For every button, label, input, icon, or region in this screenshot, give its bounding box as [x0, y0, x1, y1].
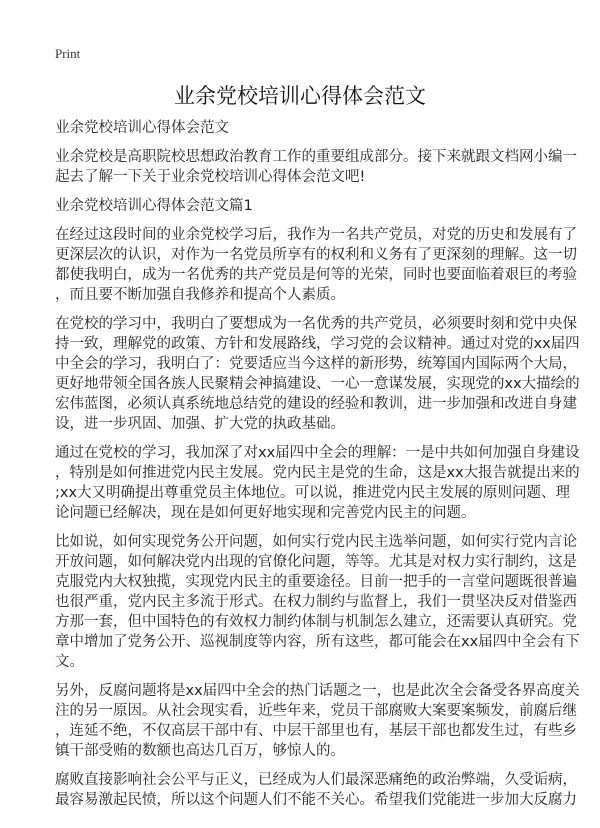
text-line: 在党校的学习中，我明白了要想成为一名优秀的共产党员，必须要时刻和党中央保 — [55, 316, 577, 332]
print-link[interactable]: Print — [55, 46, 81, 61]
text-line: 中全会的学习，我明白了：党要适应当今这样的新形势，统筹国内国际两个大局， — [55, 356, 577, 372]
paragraph — [55, 225, 577, 305]
paragraph — [55, 443, 580, 523]
text-line: 设，进一步巩固、加强、扩大党的执政基础。 — [55, 416, 345, 432]
text-line: 另外，反腐问题将是xx届四中全会的热门话题之一，也是此次全会备受各界高度关 — [55, 683, 580, 699]
text-line: 业余党校培训心得体会范文 — [55, 120, 229, 136]
text-line: 更深层次的认识，对作为一名党员所享有的权利和义务有了更深刻的理解。这一切 — [55, 247, 577, 263]
text-line: 文。 — [55, 654, 84, 670]
text-line: 章中增加了党务公开、巡视制度等内容，所有这些，都可能会在xx届四中全会有下 — [55, 634, 580, 650]
document-body — [55, 118, 580, 819]
text-line: ，连延不绝，不仅高层干部中有、中层干部里也有，基层干部也都发生过，有些乡 — [55, 723, 577, 739]
paragraph — [55, 770, 577, 810]
text-line: 持一致，理解党的政策、方针和发展路线，学习党的会议精神。通过对党的xx届四 — [55, 336, 580, 352]
text-line: 开放问题，如何解决党内出现的官僚化问题，等等。尤其是对权力实行制约，这是 — [55, 554, 577, 570]
document-title: 业余党校培训心得体会范文 — [174, 84, 426, 108]
text-line: 业余党校培训心得体会范文篇1 — [55, 198, 253, 214]
text-line: 通过在党校的学习，我加深了对xx届四中全会的理解：一是中共如何加强自身建设 — [55, 445, 580, 461]
text-line: 克服党内大权独揽，实现党内民主的重要途径。目前一把手的一言堂问题既很普遍 — [55, 574, 577, 590]
section-heading — [55, 196, 555, 216]
text-line: 注的另一原因。从社会现实看，近些年来，党员干部腐败大案要案频发，前腐后继 — [55, 703, 577, 719]
text-line: 起去了解一下关于业余党校培训心得体会范文吧! — [55, 169, 366, 185]
text-line: 论问题已经解决，现在是如何更好地实现和完善党内民主的问题。 — [55, 505, 476, 521]
paragraph — [55, 532, 580, 672]
text-line: 比如说，如何实现党务公开问题，如何实行党内民主选举问题，如何实行党内言论 — [55, 534, 577, 550]
paragraph — [55, 147, 577, 187]
text-line: ，而且要不断加强自我修养和提高个人素质。 — [55, 287, 345, 303]
text-line: 宏伟蓝图，必须认真系统地总结党的建设的经验和教训，进一步加强和改进自身建 — [55, 396, 577, 412]
text-line: 在经过这段时间的业余党校学习后，我作为一名共产党员，对党的历史和发展有了 — [55, 227, 577, 243]
text-line: ，特别是如何推进党内民主发展。党内民主是党的生命，这是xx大报告就提出来的 — [55, 465, 580, 481]
text-line: 更好地带领全国各族人民聚精会神搞建设、一心一意谋发展，实现党的xx大描绘的 — [55, 376, 580, 392]
text-line: 最容易激起民愤，所以这个问题人们不能不关心。希望我们党能进一步加大反腐力 — [55, 792, 577, 808]
text-line: 都使我明白，成为一名优秀的共产党员是何等的光荣，同时也要面临着艰巨的考验 — [55, 267, 577, 283]
text-line: 业余党校是高职院校思想政治教育工作的重要组成部分。接下来就跟文档网小编一 — [55, 149, 577, 165]
text-line: ;xx大又明确提出尊重党员主体地位。可以说，推进党内民主发展的原则问题、理 — [55, 485, 571, 501]
text-line: 也很严重，党内民主多流于形式。在权力制约与监督上，我们一贯坚决反对借鉴西 — [55, 594, 577, 610]
text-line: 腐败直接影响社会公平与正义，已经成为人们最深恶痛绝的政治弊端，久受诟病， — [55, 772, 577, 788]
paragraph — [55, 314, 580, 434]
paragraph — [55, 681, 580, 761]
text-line: 方那一套，但中国特色的有效权力制约体制与机制怎么建立，还需要认真研究。党 — [55, 614, 577, 630]
text-line: 镇干部受贿的数额也高达几百万，够惊人的。 — [55, 743, 345, 759]
document-subtitle — [55, 118, 555, 138]
